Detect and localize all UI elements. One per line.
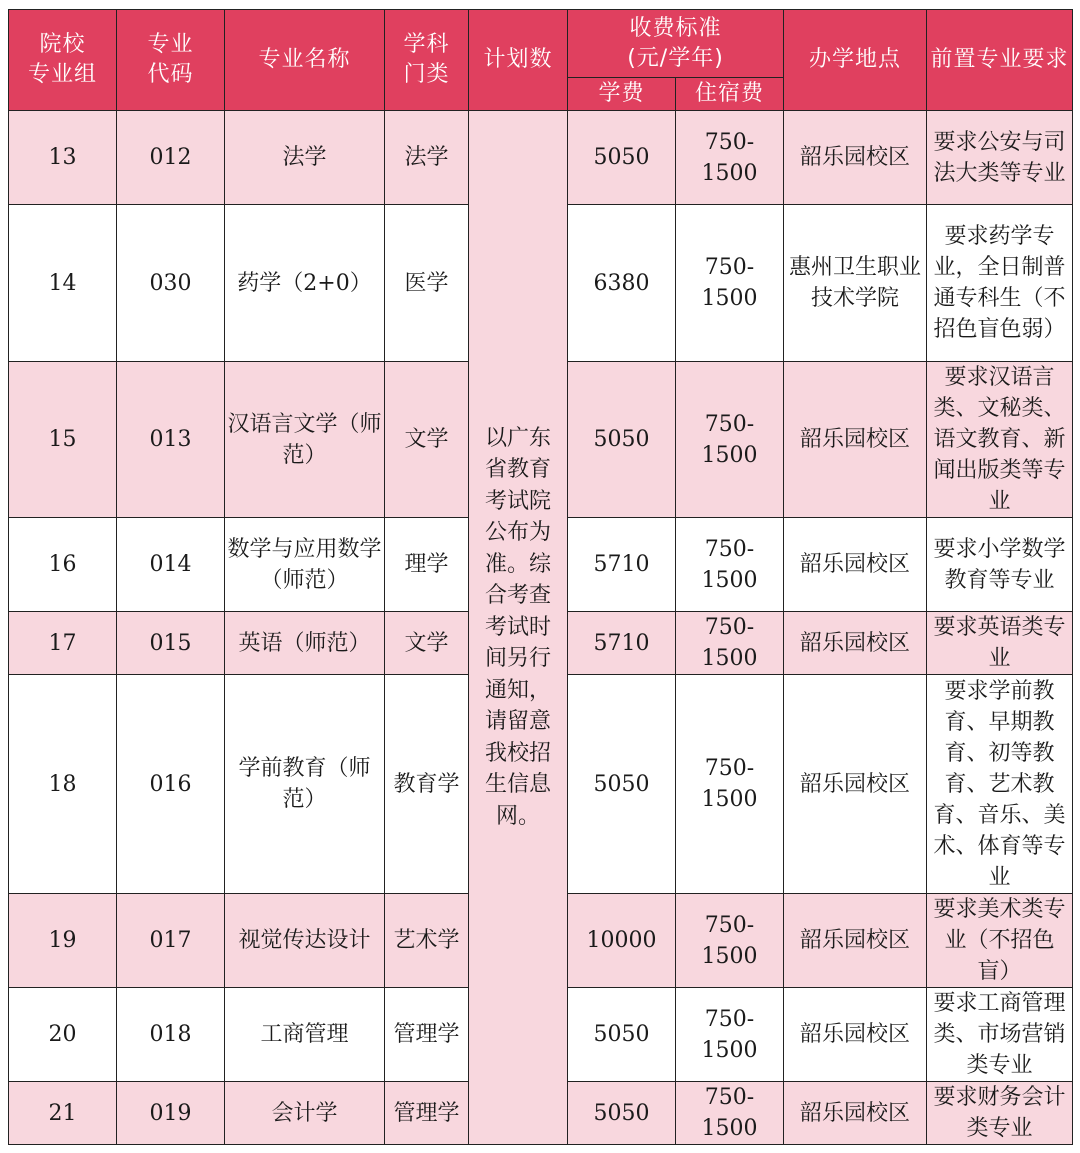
- cell-code: 014: [117, 518, 225, 612]
- cell-code: 012: [117, 111, 225, 205]
- header-group-text: 院校 专业组: [27, 32, 97, 87]
- cell-dorm: 750-1500: [676, 1082, 784, 1145]
- cell-requirement: 要求药学专业，全日制普通专科生（不招色盲色弱）: [927, 205, 1073, 362]
- cell-category: 管理学: [385, 1082, 469, 1145]
- cell-location: 韶乐园校区: [784, 111, 927, 205]
- cell-tuition: 10000: [568, 894, 676, 988]
- cell-name: 会计学: [225, 1082, 385, 1145]
- header-group: [9, 10, 117, 111]
- header-dorm: 住宿费: [676, 78, 784, 111]
- header-name: 专业名称: [225, 10, 385, 111]
- cell-location: 韶乐园校区: [784, 675, 927, 894]
- cell-code: 018: [117, 988, 225, 1082]
- cell-location: 韶乐园校区: [784, 894, 927, 988]
- admissions-table-container: [8, 9, 1073, 1145]
- cell-location: 韶乐园校区: [784, 1082, 927, 1145]
- cell-category: 医学: [385, 205, 469, 362]
- cell-category: 教育学: [385, 675, 469, 894]
- cell-code: 013: [117, 362, 225, 518]
- cell-requirement: 要求学前教育、早期教育、初等教育、艺术教育、音乐、美术、体育等专业: [927, 675, 1073, 894]
- cell-group: 13: [9, 111, 117, 205]
- cell-dorm: 750-1500: [676, 362, 784, 518]
- cell-plan-note: 以广东省教育考试院公布为准。综合考查考试时间另行通知，请留意我校招生信息网。: [469, 111, 568, 1145]
- cell-tuition: 5050: [568, 675, 676, 894]
- cell-tuition: 5050: [568, 362, 676, 518]
- header-plan: 计划数: [469, 10, 568, 111]
- header-requirement: 前置专业要求: [927, 10, 1073, 111]
- table-row: [9, 111, 1073, 205]
- cell-code: 017: [117, 894, 225, 988]
- cell-code: 030: [117, 205, 225, 362]
- cell-name: 英语（师范）: [225, 612, 385, 675]
- cell-tuition: 5050: [568, 111, 676, 205]
- cell-location: 韶乐园校区: [784, 988, 927, 1082]
- cell-group: 19: [9, 894, 117, 988]
- cell-requirement: 要求小学数学教育等专业: [927, 518, 1073, 612]
- cell-location: 韶乐园校区: [784, 612, 927, 675]
- cell-location: 惠州卫生职业技术学院: [784, 205, 927, 362]
- cell-name: 学前教育（师范）: [225, 675, 385, 894]
- cell-category: 艺术学: [385, 894, 469, 988]
- cell-tuition: 6380: [568, 205, 676, 362]
- cell-dorm: 750-1500: [676, 988, 784, 1082]
- cell-dorm: 750-1500: [676, 518, 784, 612]
- cell-dorm: 750-1500: [676, 612, 784, 675]
- cell-name: 药学（2+0）: [225, 205, 385, 362]
- header-tuition: 学费: [568, 78, 676, 111]
- cell-location: 韶乐园校区: [784, 518, 927, 612]
- cell-group: 20: [9, 988, 117, 1082]
- cell-name: 视觉传达设计: [225, 894, 385, 988]
- header-code-text: 专业 代码: [147, 32, 194, 87]
- header-fee: [568, 10, 784, 78]
- cell-dorm: 750-1500: [676, 111, 784, 205]
- cell-requirement: 要求公安与司法大类等专业: [927, 111, 1073, 205]
- cell-tuition: 5050: [568, 1082, 676, 1145]
- cell-category: 文学: [385, 362, 469, 518]
- cell-name: 汉语言文学（师范）: [225, 362, 385, 518]
- cell-group: 16: [9, 518, 117, 612]
- cell-group: 21: [9, 1082, 117, 1145]
- cell-tuition: 5050: [568, 988, 676, 1082]
- cell-code: 019: [117, 1082, 225, 1145]
- cell-category: 法学: [385, 111, 469, 205]
- cell-name: 数学与应用数学（师范）: [225, 518, 385, 612]
- cell-category: 管理学: [385, 988, 469, 1082]
- cell-code: 015: [117, 612, 225, 675]
- cell-dorm: 750-1500: [676, 894, 784, 988]
- cell-dorm: 750-1500: [676, 205, 784, 362]
- admissions-table: [8, 9, 1073, 1145]
- cell-category: 文学: [385, 612, 469, 675]
- cell-name: 法学: [225, 111, 385, 205]
- cell-dorm: 750-1500: [676, 675, 784, 894]
- cell-group: 17: [9, 612, 117, 675]
- header-fee-text: 收费标准 (元/学年): [627, 15, 724, 71]
- cell-requirement: 要求财务会计类专业: [927, 1082, 1073, 1145]
- cell-group: 14: [9, 205, 117, 362]
- cell-name: 工商管理: [225, 988, 385, 1082]
- header-category: [385, 10, 469, 111]
- cell-requirement: 要求汉语言类、文秘类、语文教育、新闻出版类等专业: [927, 362, 1073, 518]
- header-location: 办学地点: [784, 10, 927, 111]
- cell-group: 15: [9, 362, 117, 518]
- cell-tuition: 5710: [568, 518, 676, 612]
- header-category-text: 学科 门类: [403, 32, 450, 87]
- cell-requirement: 要求英语类专业: [927, 612, 1073, 675]
- cell-code: 016: [117, 675, 225, 894]
- cell-requirement: 要求美术类专业（不招色盲）: [927, 894, 1073, 988]
- cell-tuition: 5710: [568, 612, 676, 675]
- cell-group: 18: [9, 675, 117, 894]
- header-code: [117, 10, 225, 111]
- cell-category: 理学: [385, 518, 469, 612]
- cell-location: 韶乐园校区: [784, 362, 927, 518]
- cell-requirement: 要求工商管理类、市场营销类专业: [927, 988, 1073, 1082]
